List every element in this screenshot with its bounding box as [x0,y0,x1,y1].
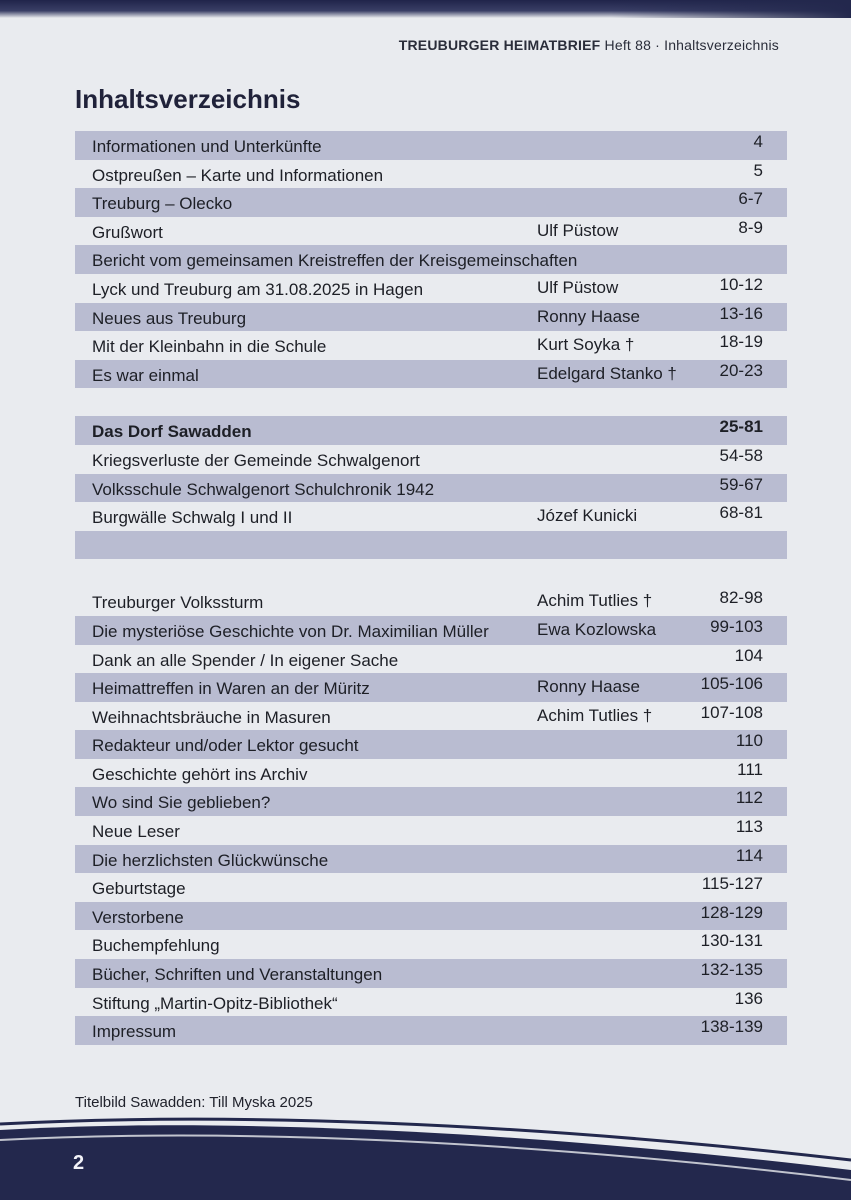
toc-row [75,759,787,788]
toc-entry-title: Weihnachtsbräuche in Masuren [92,707,331,727]
toc-entry-pages: 114 [735,845,763,865]
toc-entry-title: Neues aus Treuburg [92,308,247,328]
toc-row [75,160,787,189]
toc-row [75,873,787,902]
toc-entry-author: Ewa Kozlowska [537,619,657,639]
toc-entry-pages: 111 [737,759,763,779]
toc-row [75,845,787,874]
toc-entry-pages: 18-19 [719,332,763,352]
toc-entry-pages: 110 [735,731,763,751]
toc-entry-pages: 99-103 [710,616,763,636]
toc-row [75,645,787,674]
toc-row [75,816,787,845]
toc-entry-title: Das Dorf Sawadden [92,422,252,442]
running-head [399,37,779,53]
toc-entry-pages: 107-108 [700,702,763,722]
toc-entry-pages: 54-58 [719,445,763,465]
toc-entry-title: Dank an alle Spender / In eigener Sache [92,650,399,670]
toc-entry-title: Die herzlichsten Glückwünsche [92,850,329,870]
section-gap [75,559,787,587]
toc-row [75,217,787,246]
toc-entry-author: Achim Tutlies † [537,591,653,611]
toc-entry-author: Ronny Haase [537,677,641,697]
toc-entry-pages: 20-23 [719,360,763,380]
toc-row [75,959,787,988]
section-gap [75,388,787,416]
toc-entry-pages: 10-12 [719,274,763,294]
toc-row [75,730,787,759]
toc-row [75,131,787,160]
bottom-wave-decoration [0,1110,851,1200]
toc-entry-pages: 112 [735,788,763,808]
toc-entry-title: Bücher, Schriften und Veranstaltungen [92,965,383,985]
toc-entry-pages: 138-139 [700,1017,763,1037]
toc-entry-pages: 115-127 [701,874,763,894]
toc-entry-title: Redakteur und/oder Lektor gesucht [92,736,359,756]
toc-entry-title: Mit der Kleinbahn in die Schule [92,337,327,357]
toc-row [75,274,787,303]
toc-row [75,930,787,959]
toc-entry-pages: 59-67 [719,474,763,494]
toc-entry-pages: 4 [753,132,763,151]
toc-entry-pages: 8-9 [738,217,763,237]
toc-row [75,303,787,332]
toc-entry-pages: 104 [734,645,763,665]
toc-row [75,245,787,274]
toc-row [75,787,787,816]
toc-entry-title: Geburtstage [92,879,186,899]
toc-entry-title: Lyck und Treuburg am 31.08.2025 in Hagen [92,279,424,299]
toc-row [75,474,787,503]
toc-row [75,902,787,931]
toc-entry-pages: 25-81 [719,417,763,437]
toc-entry-pages: 6-7 [738,189,763,209]
toc-row [75,616,787,645]
toc-entry-title: Treuburg – Olecko [92,194,233,214]
toc-row [75,360,787,389]
page-title: Inhaltsverzeichnis [75,84,301,114]
cover-image-credit: Titelbild Sawadden: Till Myska 2025 [75,1094,313,1111]
toc-entry-title: Impressum [92,1022,177,1042]
toc-entry-pages: 5 [753,160,763,180]
toc-entry-title: Es war einmal [92,365,199,385]
toc-entry-title: Heimattreffen in Waren an der Müritz [92,679,370,699]
toc-entry-author: Ulf Püstow [537,277,619,297]
toc-entry-pages: 13-16 [719,303,763,323]
toc-entry-pages: 105-106 [700,674,763,694]
table-of-contents [75,131,787,1045]
toc-entry-title: Geschichte gehört ins Archiv [92,764,308,784]
toc-entry-title: Neue Leser [92,822,180,842]
toc-row [75,1016,787,1045]
toc-entry-pages: 82-98 [719,588,763,608]
toc-entry-author: Józef Kunicki [537,506,638,526]
toc-row [75,188,787,217]
toc-entry-pages: 68-81 [719,503,763,523]
toc-entry-pages: 132-135 [700,960,763,980]
toc-row [75,531,787,560]
page-number: 2 [73,1152,85,1174]
toc-entry-title: Stiftung „Martin-Opitz-Bibliothek“ [92,993,338,1013]
toc-entry-title: Wo sind Sie geblieben? [92,793,271,813]
toc-entry-title: Die mysteriöse Geschichte von Dr. Maximilian Müller [92,621,489,641]
toc-entry-title: Volksschule Schwalgenort Schulchronik 1942 [92,479,435,499]
toc-entry-author: Edelgard Stanko † [537,363,677,383]
toc-entry-pages: 130-131 [700,931,763,951]
top-color-band [0,0,851,18]
toc-entry-title: Buchempfehlung [92,936,220,956]
running-head-title: TREUBURGER HEIMATBRIEF [398,37,601,53]
toc-entry-title: Treuburger Volkssturm [92,593,264,613]
toc-row [75,988,787,1017]
toc-row [75,445,787,474]
toc-entry-pages: 136 [734,988,763,1008]
toc-row [75,416,787,445]
toc-entry-title: Burgwälle Schwalg I und II [92,508,293,528]
toc-row [75,502,787,531]
toc-entry-pages: 113 [735,817,763,837]
toc-row [75,673,787,702]
toc-row [75,587,787,616]
toc-entry-author: Kurt Soyka † [537,335,635,355]
toc-entry-title: Grußwort [92,222,163,242]
toc-entry-title: Kriegsverluste der Gemeinde Schwalgenort [92,450,420,470]
toc-entry-pages: 128-129 [700,902,763,922]
toc-entry-author: Ronny Haase [537,306,641,326]
toc-entry-title: Informationen und Unterkünfte [92,137,322,156]
toc-entry-title: Verstorbene [92,907,184,927]
toc-entry-author: Achim Tutlies † [537,705,653,725]
toc-row [75,702,787,731]
toc-entry-title: Ostpreußen – Karte und Informationen [92,165,384,185]
toc-entry-title: Bericht vom gemeinsamen Kreistreffen der Kreisgemeinschaften [92,251,578,271]
toc-row [75,331,787,360]
toc-entry-author: Ulf Püstow [537,220,619,240]
running-head-issue: Heft 88 · Inhaltsverzeichnis [604,37,779,53]
